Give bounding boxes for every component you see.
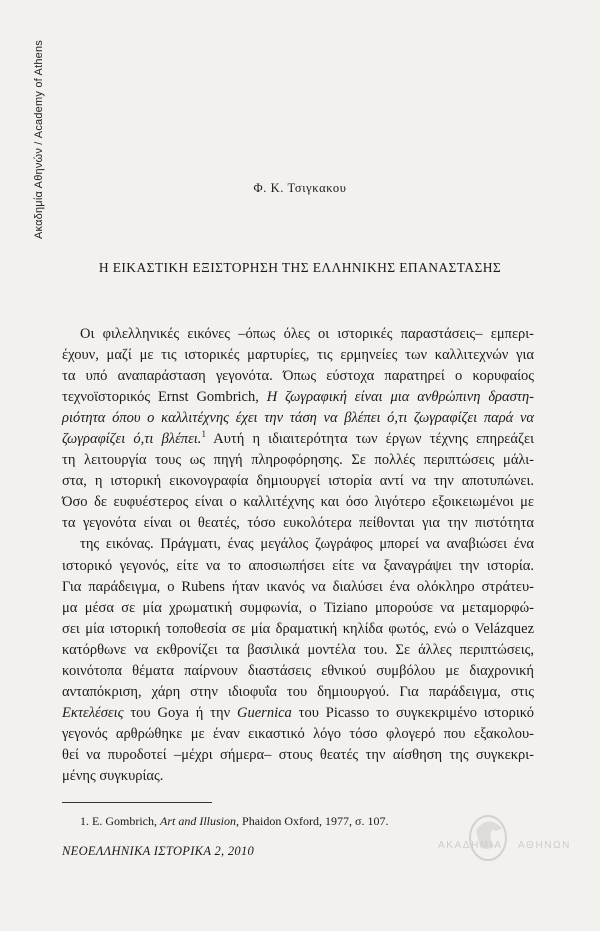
text-line <box>62 387 534 408</box>
archive-side-label: Ακαδημία Αθηνών / Academy of Athens <box>33 40 45 240</box>
artwork-title-italic: Εκτελέσεις <box>62 704 124 721</box>
text-line: τα γεγονότα είναι οι θεατές, τόσο ευκολότερα πείθονται για την πιστότητα <box>62 515 534 532</box>
quote-italic: ριότητα όπου ο καλλιτέχνης έχει την τάση να βλέπει ό,τι ζωγραφίζει παρά να <box>62 410 534 427</box>
article-title: Η ΕΙΚΑΣΤΙΚΗ ΕΞΙΣΤΟΡΗΣΗ ΤΗΣ ΕΛΛΗΝΙΚΗΣ ΕΠΑΝΑΣΤΑΣΗΣ <box>98 260 502 275</box>
text-line <box>62 408 534 429</box>
text-line: ανταπόκριση, χάρη στην ιδιοφυΐα του δημιουργού. Για παράδειγμα, στις <box>62 683 534 700</box>
footnote-book-title: Art and Illusion <box>160 814 237 828</box>
text-line: ιστορικό γεγονός, είτε να το αποσιωπήσει είτε να ξαναγράψει την ιστορία. <box>62 557 534 574</box>
footnote-ref: 1 <box>201 429 206 440</box>
text-line: στα, η ιστορική εικονογραφία δημιουργεί ιστορία αντί να την αποτυπώνει. <box>62 473 534 490</box>
text-line: Για παράδειγμα, ο Rubens ήταν ικανός να διαλύσει ένα ολόκληρο στράτευ- <box>62 578 534 595</box>
text-line: κοινότοπα θέματα παίρνουν διαστάσεις εθνικού συμβόλου με διαχρονική <box>62 662 534 679</box>
quote-italic: ζωγραφίζει ό,τι βλέπει. <box>62 431 202 448</box>
watermark-text-left: ΑΚΑΔΗΜΙΑ <box>438 840 503 851</box>
text-line: μα μέσα σε μία χρωματική συμφωνία, ο Tiziano μπορούσε να μεταμορφώ- <box>62 599 534 616</box>
text-line <box>62 703 534 724</box>
article-body <box>62 324 534 787</box>
quote-italic: Η ζωγραφική είναι μια ανθρώπινη δραστη- <box>266 389 534 406</box>
text-line: έχουν, μαζί με τις ιστορικές μαρτυρίες, τις ερμηνείες των καλλιτεχνών για <box>62 347 534 364</box>
text-line: θεί να πυροδοτεί –μέχρι σήμερα– στους θεατές την αίσθηση της συγκεκρι- <box>62 746 534 763</box>
text-line <box>62 429 534 450</box>
academy-watermark <box>438 812 578 872</box>
text-line: μένης συγκυρίας. <box>62 767 164 784</box>
text-line: γεγονός αρθρώθηκε με έναν εικαστικό λόγο τόσο φλογερό που εξακολου- <box>62 725 534 742</box>
watermark-text-right: ΑΘΗΝΩΝ <box>518 840 571 851</box>
text-run: Αυτή η ιδιαιτερότητα των έργων τέχνης επηρεάζει <box>205 431 534 448</box>
footnote <box>80 814 388 829</box>
text-run: του Goya ή την <box>130 704 231 721</box>
text-line: κατόρθωνε να εκθρονίζει τα βασιλικά μοντέλα του. Σε άλλες περιπτώσεις, <box>62 641 534 658</box>
text-line: τη λειτουργία τους ως πηγή πληροφόρησης. Σε πολλές περιπτώσεις μάλι- <box>62 452 534 469</box>
text-line: σει μία ιστορική τοποθεσία σε μία δραματική κηλίδα φωτός, ενώ ο Velázquez <box>62 620 534 637</box>
body-paragraph <box>62 324 534 787</box>
footnote-prefix: 1. E. Gombrich, <box>80 814 157 828</box>
footnote-divider <box>62 802 212 803</box>
artwork-title-italic: Guernica <box>237 704 292 721</box>
footnote-rest: , Phaidon Oxford, 1977, σ. 107. <box>236 814 389 828</box>
text-run: τεχνοϊστορικός Ernst Gombrich, <box>62 389 259 406</box>
text-line: της εικόνας. Πράγματι, ένας μεγάλος ζωγράφος μπορεί να αναβιώσει ένα <box>80 536 534 553</box>
text-line: τα υπό αναπαράσταση γεγονότα. Όπως εύστοχα παρατηρεί ο κορυφαίος <box>62 368 534 385</box>
text-line: Οι φιλελληνικές εικόνες –όπως όλες οι ιστορικές παραστάσεις– εμπερι- <box>80 326 534 342</box>
journal-footer: ΝΕΟΕΛΛΗΝΙΚΑ ΙΣΤΟΡΙΚΑ 2, 2010 <box>62 844 255 858</box>
author-name: Φ. Κ. Τσιγκακου <box>253 181 347 195</box>
text-run: του Picasso το συγκεκριμένο ιστορικό <box>298 704 534 721</box>
text-line: Όσο δε ευφυέστερος είναι ο καλλιτέχνης και όσο λιγότερο εξοικειωμένοι με <box>62 494 534 511</box>
